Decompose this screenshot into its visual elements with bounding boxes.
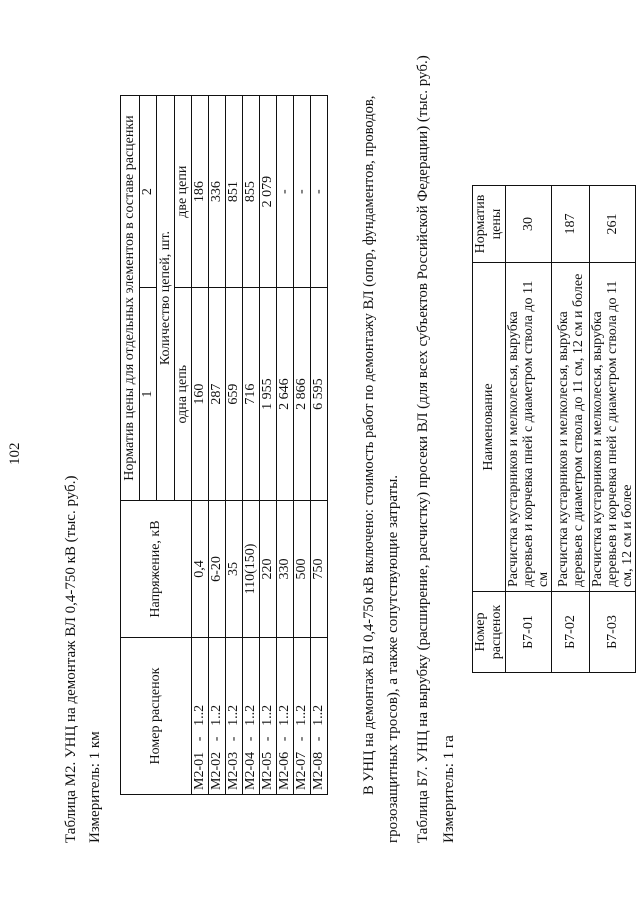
row-sub: 1..2 [311, 704, 326, 726]
table-row [226, 96, 243, 795]
table-row [590, 186, 636, 673]
row-two-chain: 2 079 [260, 96, 277, 288]
row-voltage: 110(150) [243, 501, 260, 638]
table-m2 [120, 95, 328, 795]
row-code: Б7-03 [590, 592, 636, 673]
table-row [192, 96, 209, 795]
col-header-1: 1 [140, 288, 157, 501]
table-b7 [472, 185, 636, 673]
row-one-chain: 287 [209, 288, 226, 501]
row-code: М2-05 [260, 751, 275, 790]
row-voltage: 0,4 [192, 501, 209, 638]
row-dash: - [209, 736, 224, 742]
col-header-number: Номер расценок [473, 592, 506, 673]
row-code: М2-03 [226, 751, 241, 790]
row-two-chain: 186 [192, 96, 209, 288]
col-header-name: Наименование [473, 263, 506, 592]
row-code: М2-04 [243, 751, 258, 790]
table-row [506, 186, 552, 673]
row-two-chain: 336 [209, 96, 226, 288]
table-m2-caption: Таблица М2. УНЦ на демонтаж ВЛ 0,4-750 кВ (тыс. руб.) [63, 475, 79, 843]
table-row [243, 96, 260, 795]
row-code-cell [311, 638, 328, 795]
row-code: М2-02 [209, 751, 224, 790]
row-sub: 1..2 [192, 704, 207, 726]
row-code: М2-01 [192, 751, 207, 790]
row-code-cell [260, 638, 277, 795]
row-sub: 1..2 [243, 704, 258, 726]
col-header-count: Количество цепей, шт. [157, 96, 175, 501]
row-one-chain: 160 [192, 288, 209, 501]
row-voltage: 220 [260, 501, 277, 638]
paragraph-line-1: В УНЦ на демонтаж ВЛ 0,4-750 кВ включено: стоимость работ по демонтажу ВЛ (опор, фундаментов, проводов, [361, 95, 377, 795]
col-header-voltage: Напряжение, кВ [121, 501, 192, 638]
row-code: М2-08 [311, 751, 326, 790]
row-code: Б7-01 [506, 592, 552, 673]
row-dash: - [260, 736, 275, 742]
row-code-cell [192, 638, 209, 795]
row-code-cell [277, 638, 294, 795]
row-dash: - [226, 736, 241, 742]
row-two-chain: - [294, 96, 311, 288]
row-code: М2-06 [277, 751, 292, 790]
paragraph-line-2: грозозащитных тросов), а также сопутствующие затраты. [385, 474, 401, 843]
col-header-number: Номер расценок [121, 638, 192, 795]
row-two-chain: - [311, 96, 328, 288]
row-value: 187 [552, 186, 590, 263]
row-code-cell [243, 638, 260, 795]
col-header-2: 2 [140, 96, 157, 288]
row-code: Б7-02 [552, 592, 590, 673]
col-header-one-chain: одна цепь [175, 288, 192, 501]
row-code-cell [226, 638, 243, 795]
row-voltage: 750 [311, 501, 328, 638]
row-voltage: 6-20 [209, 501, 226, 638]
row-code-cell [294, 638, 311, 795]
row-name: Расчистка кустарников и мелколесья, вырубка деревьев с диаметром ствола до 11 см, 12 см и более [552, 263, 590, 592]
table-row [311, 96, 328, 795]
row-voltage: 330 [277, 501, 294, 638]
row-one-chain: 716 [243, 288, 260, 501]
row-value: 30 [506, 186, 552, 263]
table-row [260, 96, 277, 795]
row-one-chain: 2 646 [277, 288, 294, 501]
row-dash: - [294, 736, 309, 742]
row-one-chain: 1 955 [260, 288, 277, 501]
page-number: 102 [7, 442, 23, 465]
table-b7-caption: Таблица Б7. УНЦ на вырубку (расширение, расчистку) просеки ВЛ (для всех субъектов Российской Федерации) (тыс. руб.) [415, 55, 431, 843]
row-one-chain: 2 866 [294, 288, 311, 501]
row-one-chain: 6 595 [311, 288, 328, 501]
table-row [294, 96, 311, 795]
row-dash: - [277, 736, 292, 742]
row-name: Расчистка кустарников и мелколесья, вырубка деревьев и корчевка пней с диаметром ствола до 11 см [506, 263, 552, 592]
table-row [209, 96, 226, 795]
table-row [277, 96, 294, 795]
row-two-chain: 855 [243, 96, 260, 288]
col-header-two-chain: две цепи [175, 96, 192, 288]
row-sub: 1..2 [260, 704, 275, 726]
row-dash: - [192, 736, 207, 742]
row-dash: - [311, 736, 326, 742]
row-code: М2-07 [294, 751, 309, 790]
row-one-chain: 659 [226, 288, 243, 501]
row-two-chain: - [277, 96, 294, 288]
row-code-cell [209, 638, 226, 795]
row-sub: 1..2 [277, 704, 292, 726]
row-name: Расчистка кустарников и мелколесья, вырубка деревьев и корчевка пней с диаметром ствола до 11 см, 12 см и более [590, 263, 636, 592]
col-header-norm: Норматив цены для отдельных элементов в составе расценки [121, 96, 140, 501]
row-dash: - [243, 736, 258, 742]
col-header-norm: Норматив цены [473, 186, 506, 263]
row-voltage: 35 [226, 501, 243, 638]
row-sub: 1..2 [294, 704, 309, 726]
row-value: 261 [590, 186, 636, 263]
table-row [552, 186, 590, 673]
row-two-chain: 851 [226, 96, 243, 288]
table-b7-measure: Измеритель: 1 га [441, 735, 457, 843]
row-sub: 1..2 [209, 704, 224, 726]
row-sub: 1..2 [226, 704, 241, 726]
row-voltage: 500 [294, 501, 311, 638]
table-m2-measure: Измеритель: 1 км [87, 731, 103, 843]
